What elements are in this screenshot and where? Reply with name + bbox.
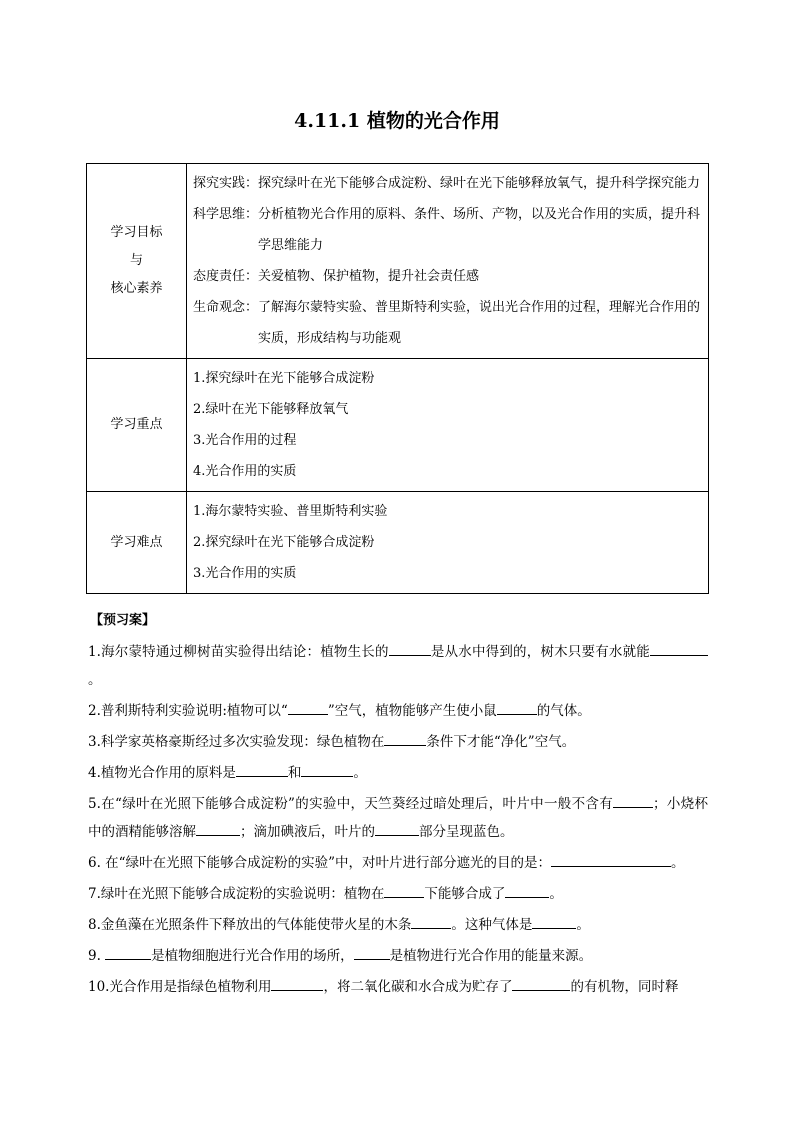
answer-blank[interactable] (384, 884, 424, 899)
question-text: ；小烧杯中的酒精能够溶解 (88, 796, 708, 840)
key-point-item: 2.绿叶在光下能够释放氧气 (193, 402, 349, 417)
answer-blank[interactable] (551, 853, 671, 868)
question-text: ”空气，植物能够产生使小鼠 (327, 703, 497, 719)
question-text: 部分呈现蓝色。 (419, 824, 514, 840)
document-title: 4.11.1 植物的光合作用 (294, 110, 500, 132)
key-point-item: 1.探究绿叶在光下能够合成淀粉 (193, 371, 375, 386)
answer-blank[interactable] (354, 946, 390, 961)
goals-label-line: 核心素养 (110, 281, 163, 296)
question-text: 9. (88, 948, 106, 964)
question-text: 。 (549, 886, 563, 902)
objective-label: 探究实践： (193, 176, 259, 191)
question-text: 。 (670, 855, 685, 871)
goals-label-line: 与 (129, 253, 143, 268)
key-point-item: 4.光合作用的实质 (193, 464, 297, 479)
question-text: 是植物进行光合作用的能量来源。 (389, 948, 593, 964)
question-item (88, 973, 708, 1001)
answer-blank[interactable] (301, 763, 353, 778)
answer-blank[interactable] (196, 822, 240, 837)
difficulty-item: 1.海尔蒙特实验、普里斯特利实验 (193, 504, 388, 519)
question-text: 是植物细胞进行光合作用的场所， (151, 948, 354, 964)
question-item (88, 697, 708, 725)
key-point-item: 3.光合作用的过程 (193, 433, 297, 448)
question-text: 1.海尔蒙特通过柳树苗实验得出结论：植物生长的 (88, 644, 389, 660)
objective-text: 关爱植物、保护植物，提升社会责任感 (258, 269, 480, 284)
objective-text: 了解海尔蒙特实验、普里斯特利实验，说出光合作用的过程，理解光合作用的实质，形成结构与功能观 (258, 300, 701, 346)
question-text: 4.植物光合作用的原料是 (88, 765, 236, 781)
question-text: 6. 在“绿叶在光照下能够合成淀粉的实验”中，对叶片进行部分遮光的目的是： (88, 855, 551, 871)
answer-blank[interactable] (288, 701, 328, 716)
question-text: 的有机物，同时释 (570, 979, 679, 995)
answer-blank[interactable] (105, 946, 151, 961)
question-text: ；滴加碘液后，叶片的 (240, 824, 375, 840)
key-points-label: 学习重点 (87, 359, 187, 492)
question-text: 。 (576, 917, 590, 933)
difficulty-item: 3.光合作用的实质 (193, 566, 297, 581)
question-item (88, 849, 708, 877)
answer-blank[interactable] (512, 977, 570, 992)
question-text: 。 (88, 672, 102, 688)
question-text: 7.绿叶在光照下能够合成淀粉的实验说明：植物在 (88, 886, 385, 902)
objective-label: 生命观念： (193, 300, 259, 315)
answer-blank[interactable] (271, 977, 323, 992)
answer-blank[interactable] (613, 794, 653, 809)
answer-blank[interactable] (650, 642, 708, 657)
question-text: 。 (353, 765, 367, 781)
question-text: 条件下才能“净化”空气。 (426, 734, 576, 750)
objective-text: 探究绿叶在光下能够合成淀粉、绿叶在光下能够释放氧气，提升科学探究能力 (258, 176, 701, 191)
table-row-goals (87, 164, 709, 359)
goals-label-cell (87, 164, 187, 359)
answer-blank[interactable] (236, 763, 288, 778)
difficulty-item: 2.探究绿叶在光下能够合成淀粉 (193, 535, 375, 550)
question-item (88, 759, 708, 787)
question-item (88, 880, 708, 908)
question-text: 5.在“绿叶在光照下能够合成淀粉”的实验中，天竺葵经过暗处理后，叶片中一般不含有 (88, 796, 614, 812)
goals-label-line: 学习目标 (110, 225, 163, 240)
question-item (88, 942, 708, 970)
table-row-key-points (87, 359, 709, 492)
objective-item (193, 292, 702, 354)
answer-blank[interactable] (411, 915, 451, 930)
question-item (88, 728, 708, 756)
goals-content-cell (187, 164, 709, 359)
objective-label: 态度责任： (193, 269, 259, 284)
objective-item (193, 199, 702, 261)
difficulties-cell (187, 492, 709, 594)
question-text: 。这种气体是 (451, 917, 533, 933)
answer-blank[interactable] (375, 822, 419, 837)
learning-goals-table (86, 163, 709, 594)
answer-blank[interactable] (505, 884, 549, 899)
question-item (88, 911, 708, 939)
question-text: 下能够合成了 (424, 886, 506, 902)
question-text: 的气体。 (536, 703, 591, 719)
preview-heading: 【预习案】 (90, 613, 156, 628)
preview-questions (88, 638, 708, 1004)
question-text: 8.金鱼藻在光照条件下释放出的气体能使带火星的木条 (88, 917, 412, 933)
answer-blank[interactable] (532, 915, 576, 930)
question-text: 3.科学家英格豪斯经过多次实验发现：绿色植物在 (88, 734, 385, 750)
difficulties-label: 学习难点 (87, 492, 187, 594)
objective-text: 分析植物光合作用的原料、条件、场所、产物，以及光合作用的实质，提升科学思维能力 (258, 207, 701, 253)
answer-blank[interactable] (497, 701, 537, 716)
question-text: 是从水中得到的，树木只要有水就能 (430, 644, 651, 660)
question-text: 10.光合作用是指绿色植物利用 (88, 979, 272, 995)
question-text: 和 (287, 765, 302, 781)
question-text: ，将二氧化碳和水合成为贮存了 (323, 979, 513, 995)
key-points-cell (187, 359, 709, 492)
objective-item (193, 168, 702, 199)
answer-blank[interactable] (384, 732, 426, 747)
objective-label: 科学思维： (193, 207, 259, 222)
answer-blank[interactable] (389, 642, 431, 657)
question-item (88, 638, 708, 694)
question-text: 2.普利斯特利实验说明:植物可以“ (88, 703, 288, 719)
question-item (88, 790, 708, 846)
objective-item (193, 261, 702, 292)
table-row-difficulties (87, 492, 709, 594)
